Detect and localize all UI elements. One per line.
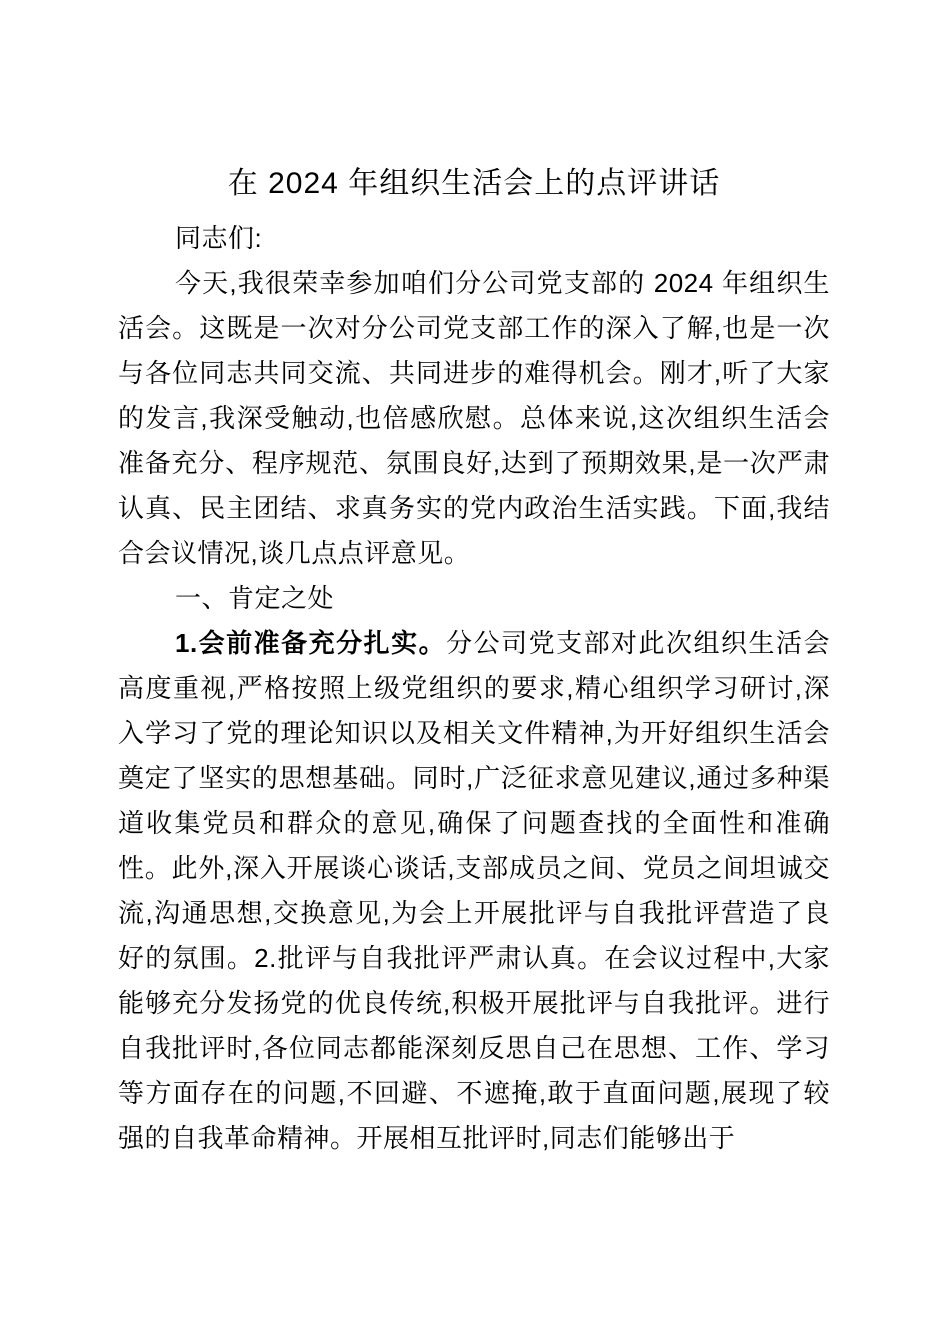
point1-body-text: 分公司党支部对此次组织生活会高度重视,严格按照上级党组织的要求,精心组织学习研讨,深入学习了党的理论知识以及相关文件精神,为开好组织生活会奠定了坚实的思想基础。同时,广泛征求意见建议,通过多种渠道收集党员和群众的意见,确保了问题查找的全面性和准确性。此外,深入开展谈心谈话,支部成员之间、党员之间坦诚交流,沟通思想,交换意见,为会上开展批评与自我批评营造了良好的氛围。2.批评与自我批评严肃认真。在会议过程中,大家能够充分发扬党的优良传统,积极开展批评与自我批评。进行自我批评时,各位同志都能深刻反思自己在思想、工作、学习等方面存在的问题,不回避、不遮掩,敢于直面问题,展现了较强的自我革命精神。开展相互批评时,同志们能够出于 bbox=[118, 628, 830, 1153]
section-heading-affirmations: 一、肯定之处 bbox=[175, 583, 335, 613]
salutation-line: 同志们: bbox=[175, 223, 263, 253]
document-title: 在 2024 年组织生活会上的点评讲话 bbox=[227, 167, 721, 200]
point1-paragraph bbox=[118, 621, 830, 1161]
point1-lead-bold: 1.会前准备充分扎实。 bbox=[175, 628, 447, 658]
intro-paragraph: 今天,我很荣幸参加咱们分公司党支部的 2024 年组织生活会。这既是一次对分公司党支部工作的深入了解,也是一次与各位同志共同交流、共同进步的难得机会。刚才,听了大家的发言,我深受触动,也倍感欣慰。总体来说,这次组织生活会准备充分、程序规范、氛围良好,达到了预期效果,是一次严肃认真、民主团结、求真务实的党内政治生活实践。下面,我结合会议情况,谈几点点评意见。 bbox=[118, 268, 830, 568]
